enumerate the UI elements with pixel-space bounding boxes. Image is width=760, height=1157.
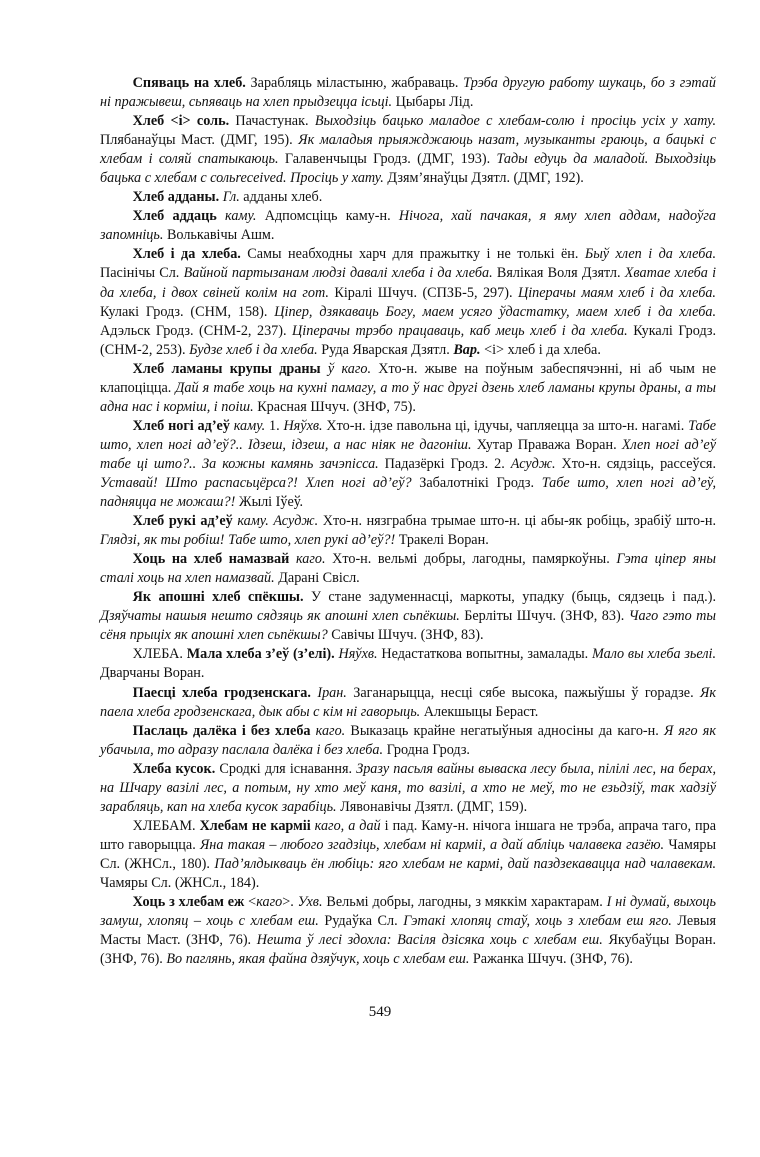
entry-headword: Хлеб і да хлеба. bbox=[132, 246, 241, 263]
entry-text: Хто-н. сядзіць, рассеўся. bbox=[555, 455, 716, 472]
entry-text: адданы хлеб. bbox=[239, 189, 323, 206]
entry-italic-text: Ухв. bbox=[297, 894, 323, 911]
entry-text: Хто-н. жыве на поўным забеспячэнні, ні аб чым не клапоціцца. bbox=[100, 360, 717, 396]
entry-italic-text: Дай я табе хоць на кухні памагу, а то ў нас другі дзень хлеб ламаны крупы драны, а ты адна нас і корміш, і поіш. bbox=[100, 379, 716, 415]
entry-headword: Як апошні хлеб спёкшы. bbox=[132, 589, 304, 606]
entry-text: Галавенчыцы Гродз. (ДМГ, 193). bbox=[278, 151, 497, 168]
entry-text: Жылі Іўеў. bbox=[235, 494, 304, 511]
entry-text bbox=[217, 208, 225, 224]
entry-italic-text: Гл. bbox=[222, 189, 240, 206]
entry-italic-text: Уставай! Што распасьцёрса?! Хлеп ногі ад’еў? bbox=[100, 474, 412, 491]
entry-italic-text: Быў хлеп і да хлеба. bbox=[584, 246, 716, 263]
entry-headword: Паесці хлеба гродзенскага. bbox=[132, 684, 311, 701]
entry-text: Ражанка Шчуч. (ЗНФ, 76). bbox=[469, 951, 633, 968]
entry-italic-text: каго. bbox=[315, 722, 346, 739]
entry-text: Цыбары Лід. bbox=[392, 94, 474, 111]
entry-italic-text: Пад’ялдыкваць ён любіць: яго хлебам не кармі, дай паздзекавацца над чалавекам. bbox=[214, 855, 717, 872]
entry-text: Хто-н. нязграбна трымае што-н. ці абы-як робіць, зрабіў што-н. bbox=[318, 513, 716, 530]
entry-text: Кулакі Гродз. (СНМ, 158). bbox=[100, 303, 275, 320]
entry-headword: Хлебам не карміі bbox=[199, 817, 311, 834]
entry-text: Чамяры Сл. (ЖНСл., 184). bbox=[100, 874, 260, 891]
dictionary-entry bbox=[100, 817, 716, 893]
entry-italic-text: каго, а дай bbox=[314, 817, 381, 834]
entry-italic-text: Чаго гэто ты сёня прыціх як апошні хлеп сьпёкшы? bbox=[100, 608, 716, 644]
entry-italic-text: каго. bbox=[295, 551, 326, 568]
entry-text: Якубаўцы Воран. (ЗНФ, 76). bbox=[100, 932, 716, 968]
entry-text: Пачастунак. bbox=[229, 113, 315, 130]
entry-text: Дварчаны Воран. bbox=[100, 665, 205, 682]
entry-text: Пасінічы Сл. bbox=[100, 265, 184, 282]
entry-italic-text: Хватае хлеба і да хлеба, і двох свіней колім на гот. bbox=[100, 265, 717, 301]
entry-text: Руда Яварская Дзятл. bbox=[317, 341, 454, 358]
entry-italic-text: Тады едуць да маладой. Выходзіць бацька с хлебам с сольreceived. Просіць у хату. bbox=[100, 151, 716, 187]
entry-italic-text: Ціперачы трэбо працаваць, каб мець хлеб і да хлеба. bbox=[292, 322, 628, 339]
entry-text: і пад. Каму-н. нічога іншага не трэба, апрача таго, пра што гаворыцца. bbox=[100, 817, 717, 853]
dictionary-entry bbox=[100, 188, 716, 207]
entry-text: Левыя Масты Маст. (ЗНФ, 76). bbox=[100, 913, 716, 949]
entry-italic-text: ў каго. bbox=[327, 360, 371, 377]
entry-text bbox=[289, 551, 296, 567]
entry-text: Заганарыцца, несці сябе высока, пажыўшы ў горадзе. bbox=[346, 684, 701, 701]
dictionary-entry bbox=[100, 74, 716, 112]
entry-italic-text: Нічога, хай пачакая, я яму хлеп аддам, надоўга запомніць. bbox=[100, 208, 716, 244]
entry-text: Вельмі добры, лагодны, з мяккім характарам. bbox=[322, 894, 607, 911]
entry-text bbox=[321, 361, 328, 377]
entry-text: Кукалі Гродз. (СНМ-2, 253). bbox=[100, 322, 716, 358]
dictionary-entry bbox=[100, 112, 716, 188]
entry-italic-text: Трэба другую работу шукаць, бо з гэтай ні пражывеш, сьпяваць на хлеп прыдзецца ісьці. bbox=[100, 75, 716, 111]
entry-text: Тракелі Воран. bbox=[395, 532, 489, 549]
entry-italic-text: Ціперачы маям хлеб і да хлеба. bbox=[517, 284, 716, 301]
entry-headword: Хлеб <i> соль. bbox=[132, 113, 230, 130]
entry-headword: Хлеб рукі ад’еў bbox=[132, 513, 233, 530]
entry-text: Савічы Шчуч. (ЗНФ, 83). bbox=[327, 627, 484, 644]
entry-text: Алекшыцы Бераст. bbox=[420, 703, 539, 720]
entry-text: Забалотнікі Гродз. bbox=[411, 474, 542, 491]
entry-text: <i> хлеб і да хлеба. bbox=[480, 341, 601, 358]
entry-italic-text: Няўхв. bbox=[283, 417, 323, 434]
entry-italic-text: Вайной партызанам людзі давалі хлеба і да хлеба. bbox=[183, 265, 493, 282]
entry-headword: Хоць на хлеб намазвай bbox=[132, 551, 290, 568]
entry-text: < bbox=[244, 894, 257, 911]
dictionary-entry bbox=[100, 512, 716, 550]
entry-italic-text: І ні думай, выхоць замуш, хлопяц – хоць с хлебам еш. bbox=[100, 894, 716, 930]
entry-text: Плябанаўцы Маст. (ДМГ, 195). bbox=[100, 132, 299, 149]
entry-text: Кіралі Шчуч. (СПЗБ-5, 297). bbox=[328, 284, 518, 301]
entry-italic-text: Дзяўчаты нашыя нешто сядзяць як апошні хлеп сьпёкшы. bbox=[100, 608, 460, 625]
entry-italic-text: Ціпер, дзякаваць Богу, маем усяго ўдастатку, маем хлеб і да хлеба. bbox=[274, 303, 716, 320]
entry-italic-text: Мало вы хлеба зьелі. bbox=[591, 646, 717, 663]
entry-italic-text: Асудж. bbox=[510, 455, 556, 472]
entry-headword: Паслаць далёка і без хлеба bbox=[132, 722, 311, 739]
entry-italic-text: Табе што, хлеп ногі ад’еў, падняцца не можаш?! bbox=[100, 474, 716, 511]
entry-headword: Хлеб адданы. bbox=[132, 189, 220, 206]
entry-text: Самы неабходны харч для пражытку і не толькі ён. bbox=[240, 246, 585, 263]
entry-text: Гродна Гродз. bbox=[383, 741, 470, 758]
entry-text: У стане задуменнасці, маркоты, упадку (быць, сядзець і пад.). bbox=[303, 589, 716, 606]
entry-italic-text: Хлеп ногі ад’еў табе ці што?.. За кожны камянь зачэпісса. bbox=[100, 436, 716, 472]
entry-italic-text: Глядзі, як ты робіш! Табе што, хлеп рукі ад’еў?! bbox=[100, 532, 396, 549]
entry-text: Волькавічы Ашм. bbox=[163, 227, 275, 244]
dictionary-entry bbox=[100, 588, 716, 645]
entry-headword: Хлеб ногі ад’еў bbox=[132, 417, 230, 434]
entry-italic-text: Як маладыя прыяжджаюць назат, музыканты граюць, а бацькі с хлебам і соляй спатыкаюць. bbox=[100, 132, 716, 168]
entry-text: Дарані Свісл. bbox=[274, 570, 360, 587]
dictionary-entry bbox=[100, 645, 716, 683]
dictionary-entry bbox=[100, 207, 716, 245]
entry-italic-text: Гэта ціпер яны сталі хоць на хлеп намазвай. bbox=[100, 551, 716, 587]
entry-text: ХЛЕБАМ. bbox=[132, 817, 200, 834]
entry-italic-text: Як паела хлеба гродзенскага, дык абы с кім ні гаворыць. bbox=[100, 684, 716, 720]
entry-italic-text: каму. Асудж. bbox=[237, 513, 319, 530]
entry-text: Выказаць крайне негатыўныя адносіны да каго-н. bbox=[345, 722, 664, 739]
page-number: 549 bbox=[368, 1004, 392, 1020]
entry-text: ХЛЕБА. bbox=[132, 646, 187, 663]
entry-text: Падазёркі Гродз. 2. bbox=[378, 455, 511, 472]
entry-italic-text: каго bbox=[256, 894, 283, 911]
entry-italic-text: Гэтакі хлопяц стаў, хоць з хлебам еш яго. bbox=[403, 913, 672, 930]
entry-text: Чамяры Сл. (ЖНСл., 180). bbox=[100, 836, 716, 872]
entry-headword: Мала хлеба з’еў (з’елі). bbox=[186, 646, 335, 663]
entry-italic-text: каму. bbox=[233, 417, 266, 434]
entry-headword: Хлеб ламаны крупы драны bbox=[132, 360, 321, 377]
entry-italic-text: каму. bbox=[225, 208, 257, 225]
entry-text: Адпомсціць каму-н. bbox=[256, 208, 399, 225]
entry-headword: Хлеб аддаць bbox=[132, 208, 217, 225]
entry-text: Хто-н. вельмі добры, лагодны, памяркоўны. bbox=[325, 551, 617, 568]
entry-variant-mark: Вар. bbox=[453, 341, 481, 358]
entry-text: >. bbox=[282, 894, 298, 911]
entry-text: Красная Шчуч. (ЗНФ, 75). bbox=[253, 398, 416, 415]
entry-text: 1. bbox=[265, 417, 284, 434]
entry-italic-text: Яна такая – любого згадзіць, хлебам ні карміі, а дай абліць чалавека газёю. bbox=[199, 836, 665, 853]
entry-italic-text: Зразу пасьля вайны вываска лесу была, пілілі лес, на берах, на Шчару вазілі лес, а потым, ну хто меў каня, то вазілі, а хто не меў, то не езьдзіў, так хадзіў зарабляць, кап на хлеба кусок зарабіць. bbox=[100, 760, 716, 815]
entry-text: Вялікая Воля Дзятл. bbox=[492, 265, 625, 282]
entry-italic-text: Нешта ў лесі здохла: Васіля дзісяка хоць с хлебам еш. bbox=[256, 932, 603, 949]
entry-text: Адэльск Гродз. (СНМ-2, 237). bbox=[100, 322, 293, 339]
entry-headword: Хлеба кусок. bbox=[132, 760, 216, 777]
entry-italic-text: Будзе хлеб і да хлеба. bbox=[189, 341, 318, 358]
entry-headword: Хоць з хлебам еж bbox=[132, 894, 245, 911]
dictionary-entry bbox=[100, 417, 716, 512]
entry-italic-text: Во паглянь, якая файна дзяўчук, хоць с хлебам еш. bbox=[166, 951, 470, 968]
entry-italic-text: Я яго як убачыла, то адразу паслала далёка і без хлеба. bbox=[100, 722, 717, 758]
entry-text: Хутар Праважа Воран. bbox=[471, 436, 622, 453]
entry-italic-text: Іран. bbox=[317, 684, 347, 701]
dictionary-entry bbox=[100, 360, 716, 417]
entry-italic-text: Табе што, хлеп ногі ад’еў?.. Ідзеш, ідзеш, а нас ніяк не дагоніш. bbox=[100, 417, 717, 453]
entry-italic-text: Выходзіць бацько маладое с хлебам-солю і просіць усіх у хату. bbox=[314, 113, 717, 130]
entry-text: Недастаткова вопытны, замалады. bbox=[377, 646, 592, 663]
dictionary-entry bbox=[100, 245, 716, 359]
entry-text: Зарабляць міластыню, жабраваць. bbox=[245, 75, 464, 91]
entry-text: Лявонавічы Дзятл. (ДМГ, 159). bbox=[336, 798, 528, 815]
dictionary-page-body bbox=[100, 74, 716, 969]
entry-text: Берліты Шчуч. (ЗНФ, 83). bbox=[459, 608, 629, 625]
entry-text: Рудаўка Сл. bbox=[318, 913, 404, 930]
entry-text: Сродкі для існавання. bbox=[215, 760, 357, 777]
entry-text: Хто-н. ідзе павольна ці, ідучы, чапляецца за што-н. нагамі. bbox=[322, 417, 689, 434]
entry-italic-text: Няўхв. bbox=[338, 646, 378, 663]
dictionary-entry bbox=[100, 722, 716, 760]
dictionary-entry bbox=[100, 893, 716, 969]
dictionary-entry bbox=[100, 550, 716, 588]
entry-headword: Спяваць на хлеб. bbox=[132, 75, 246, 91]
dictionary-entry bbox=[100, 760, 716, 817]
dictionary-entry bbox=[100, 684, 716, 722]
entry-text: Дзям’янаўцы Дзятл. (ДМГ, 192). bbox=[383, 170, 584, 187]
